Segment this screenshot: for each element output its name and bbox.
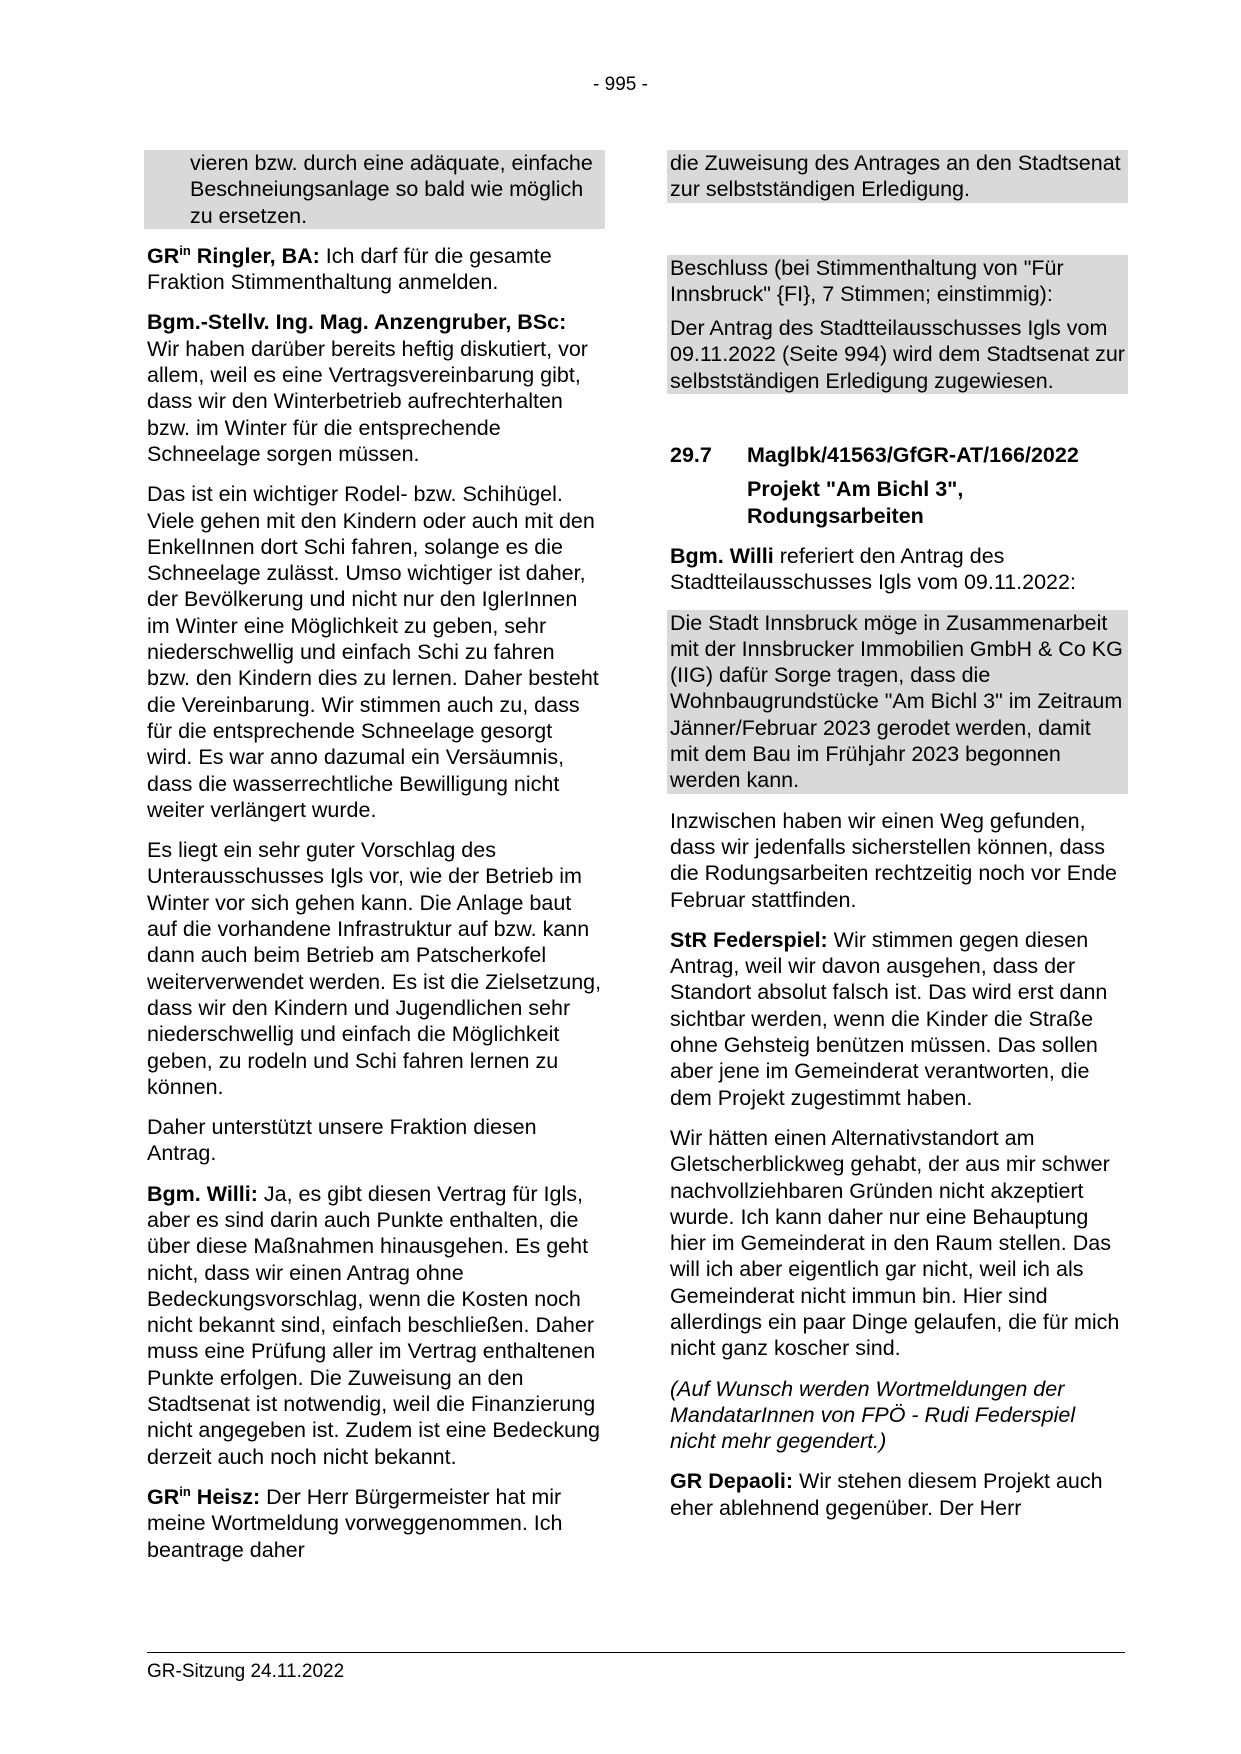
paragraph: Es liegt ein sehr guter Vorschlag des Unterausschusses Igls vor, wie der Betrieb im Winter vor sich gehen kann. Die Anlage baut auf die vorhandene Infrastruktur auf bzw. kann dann auch beim Betrieb am Patscherkofel weiterverwendet werden. Es ist die Zielsetzung, dass wir den Kindern und Jugendlichen sehr niederschwellig und einfach die Möglichkeit geben, zu rodeln und Schi fahren lernen zu können. xyxy=(147,838,602,1099)
speech-heisz: $GR^{in}$ Heisz: Der Herr Bürgermeister hat mir meine Wortmeldung vorweggenommen. Ich beantrage daher xyxy=(147,1483,563,1562)
speech-willi: Bgm. Willi: Ja, es gibt diesen Vertrag für Igls, aber es sind darin auch Punkte enthalten, die über diese Maßnahmen hinausgehen. Es geht nicht, dass wir einen Antrag ohne Bedeckungsvorschlag, wenn die Kosten noch nicht bekannt sind, einfach beschließen. Daher muss eine Prüfung aller im Vertrag enthaltenen Punkte erfolgen. Die Zuweisung an den Stadtsenat ist notwendig, weil die Finanzierung nicht angegeben ist. Zudem ist eine Bedeckung derzeit auch noch nicht bekannt. xyxy=(147,1181,600,1469)
left-column xyxy=(147,150,602,1577)
speech-federspiel: StR Federspiel: Wir stimmen gegen diesen Antrag, weil wir davon ausgehen, dass der Standort absolut falsch ist. Das wird erst dann sichtbar werden, wenn die Kinder die Straße ohne Gehsteig benützen müssen. Das sollen aber jene im Gemeinderat verantworten, die dem Projekt zugestimmt haben. xyxy=(670,927,1108,1110)
paragraph: Wir hätten einen Alternativstandort am Gletscherblickweg gehabt, der aus mir schwer nachvollziehbaren Gründen nicht akzeptiert wurde. Ich kann daher nur eine Behauptung hier im Gemeinderat in den Raum stellen. Das will ich aber eigentlich gar nicht, weil ich als Gemeinderat nicht immun bin. Hier sind allerdings ein paar Dinge gelaufen, die für mich nicht ganz koscher sind. xyxy=(670,1125,1120,1361)
agenda-item-code: Maglbk/41563/GfGR-AT/166/2022 xyxy=(747,443,1079,468)
speaker-name: GR Depaoli: xyxy=(670,1469,794,1494)
speaker-name: $GR^{in}$ Ringler, BA: xyxy=(147,242,320,268)
speaker-name: Bgm. Willi: xyxy=(147,1181,258,1206)
speech-willi-report: Bgm. Willi referiert den Antrag des Stadtteilausschusses Igls vom 09.11.2022: xyxy=(670,543,1076,595)
paragraph: Daher unterstützt unsere Fraktion diesen Antrag. xyxy=(147,1115,537,1166)
speech-anzengruber: Bgm.-Stellv. Ing. Mag. Anzengruber, BSc: Wir haben darüber bereits heftig diskutiert, vor allem, weil es eine Vertragsvereinbarung gibt, dass wir den Winterbetrieb aufrechterhalten bzw. im Winter für die entsprechende Schneelage sorgen müssen. xyxy=(147,310,588,466)
speaker-name: Bgm.-Stellv. Ing. Mag. Anzengruber, BSc: xyxy=(147,310,567,335)
resolution-heading: Beschluss (bei Stimmenthaltung von "Für Innsbruck" {FI}, 7 Stimmen; einstimmig): xyxy=(667,255,1128,316)
paragraph: Inzwischen haben wir einen Weg gefunden, dass wir jedenfalls sicherstellen können, dass die Rodungsarbeiten rechtzeitig noch vor Ende Februar stattfinden. xyxy=(670,808,1118,912)
agenda-item-header xyxy=(670,442,1125,468)
speaker-name: Bgm. Willi xyxy=(670,543,774,568)
motion-text-continued: die Zuweisung des Antrages an den Stadtsenat zur selbstständigen Erledigung. xyxy=(667,150,1128,203)
resolution-text: Der Antrag des Stadtteilausschusses Igls vom 09.11.2022 (Seite 994) wird dem Stadtsenat zur selbstständigen Erledigung zugewiesen. xyxy=(667,315,1128,394)
editorial-note: (Auf Wunsch werden Wortmeldungen der MandatarInnen von FPÖ - Rudi Federspiel nicht mehr gegendert.) xyxy=(670,1376,1076,1454)
speaker-name: $GR^{in}$ Heisz: xyxy=(147,1483,261,1509)
paragraph: Das ist ein wichtiger Rodel- bzw. Schihügel. Viele gehen mit den Kindern oder auch mit den EnkelInnen dort Schi fahren, solange es die Schneelage zulässt. Umso wichtiger ist daher, der Bevölkerung und nicht nur den IglerInnen im Winter eine Möglichkeit zu geben, sehr niederschwellig und einfach Schi zu fahren bzw. den Kindern dies zu lernen. Daher besteht die Vereinbarung. Wir stimmen auch zu, dass für die entsprechende Schneelage gesorgt wird. Es war anno dazumal ein Versäumnis, dass die wasserrechtliche Bewilligung nicht weiter verlängert wurde. xyxy=(147,482,599,822)
agenda-item-number: 29.7 xyxy=(670,443,712,468)
speech-ringler: $GR^{in}$ Ringler, BA: Ich darf für die gesamte Fraktion Stimmenthaltung anmelden. xyxy=(147,242,552,295)
page-number: - 995 - xyxy=(593,74,648,95)
motion-text-continued: vieren bzw. durch eine adäquate, einfache Beschneiungsanlage so bald wie möglich zu ersetzen. xyxy=(144,150,605,229)
right-column xyxy=(670,150,1125,1535)
agenda-item-title: Projekt "Am Bichl 3", Rodungsarbeiten xyxy=(747,477,964,528)
footer-text: GR-Sitzung 24.11.2022 xyxy=(147,1661,345,1682)
speech-depaoli: GR Depaoli: Wir stehen diesem Projekt auch eher ablehnend gegenüber. Der Herr xyxy=(670,1469,1103,1520)
footer-divider xyxy=(147,1652,1125,1653)
speaker-name: StR Federspiel: xyxy=(670,927,828,952)
motion-text: Die Stadt Innsbruck möge in Zusammenarbeit mit der Innsbrucker Immobilien GmbH & Co KG (IIG) dafür Sorge tragen, dass die Wohnbaugrundstücke "Am Bichl 3" im Zeitraum Jänner/Februar 2023 gerodet werden, damit mit dem Bau im Frühjahr 2023 begonnen werden kann. xyxy=(667,610,1128,794)
